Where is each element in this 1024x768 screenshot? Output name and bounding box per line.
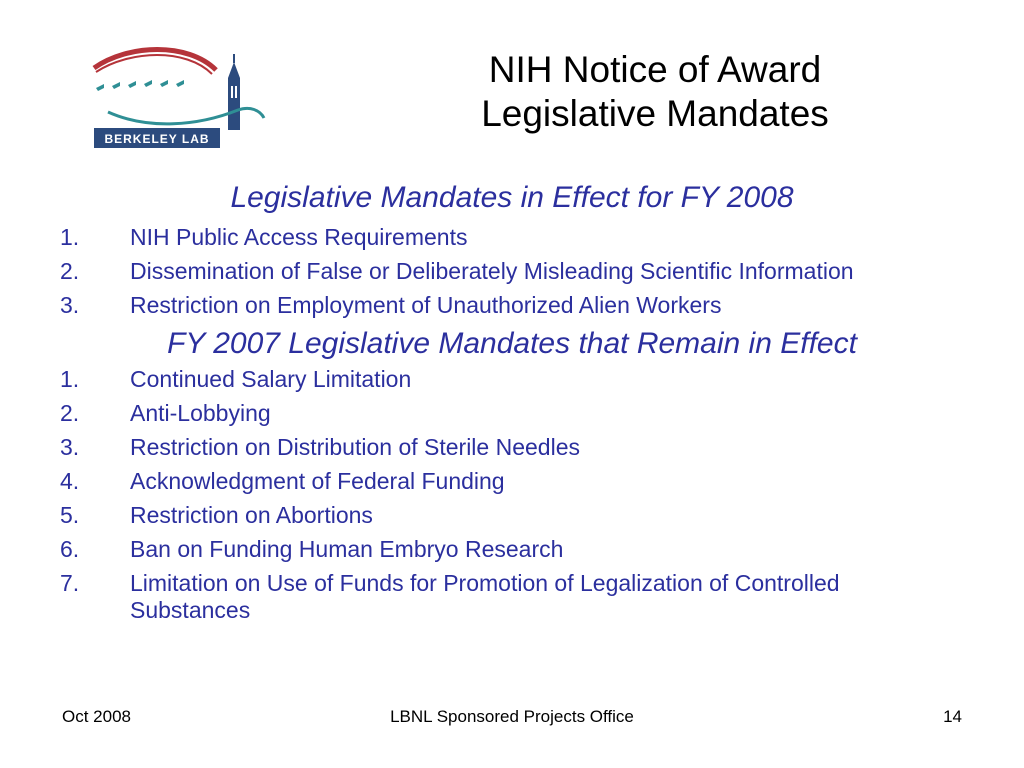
slide-body xyxy=(0,178,1024,631)
item-number: 3. xyxy=(60,292,80,318)
list-item xyxy=(0,536,1024,563)
berkeley-lab-logo-icon xyxy=(88,40,268,152)
item-text: Dissemination of False or Deliberately Misleading Scientific Information xyxy=(130,258,854,284)
list-item xyxy=(0,366,1024,393)
list-item xyxy=(0,400,1024,427)
list-item xyxy=(0,258,1024,285)
item-number: 1. xyxy=(60,224,80,250)
footer-office: LBNL Sponsored Projects Office xyxy=(390,707,634,726)
footer-date: Oct 2008 xyxy=(62,707,131,726)
mandates-list-fy2008 xyxy=(0,224,1024,319)
item-text: NIH Public Access Requirements xyxy=(130,224,468,250)
item-number: 4. xyxy=(60,468,80,494)
section-heading-fy2008: Legislative Mandates in Effect for FY 2008 xyxy=(230,181,794,214)
item-number: 2. xyxy=(60,400,80,426)
list-item xyxy=(0,434,1024,461)
item-number: 7. xyxy=(60,570,80,596)
item-number: 5. xyxy=(60,502,80,528)
item-number: 1. xyxy=(60,366,80,392)
mandates-list-fy2007 xyxy=(0,366,1024,624)
item-text: Restriction on Employment of Unauthorized Alien Workers xyxy=(130,292,722,318)
item-text: Restriction on Abortions xyxy=(130,502,373,528)
item-number: 6. xyxy=(60,536,80,562)
item-text: Ban on Funding Human Embryo Research xyxy=(130,536,564,562)
list-item xyxy=(0,292,1024,319)
slide-title-line1: NIH Notice of Award xyxy=(488,49,822,90)
item-number: 3. xyxy=(60,434,80,460)
list-item xyxy=(0,570,1024,624)
list-item xyxy=(0,502,1024,529)
item-number: 2. xyxy=(60,258,80,284)
list-item xyxy=(0,224,1024,251)
item-text: Acknowledgment of Federal Funding xyxy=(130,468,505,494)
list-item xyxy=(0,468,1024,495)
slide-title-line2: Legislative Mandates xyxy=(481,93,829,134)
page-number: 14 xyxy=(943,707,962,726)
logo-text: BERKELEY LAB xyxy=(104,132,210,146)
section-heading-fy2007: FY 2007 Legislative Mandates that Remain in Effect xyxy=(167,327,857,360)
item-text: Limitation on Use of Funds for Promotion of Legalization of Controlled Substances xyxy=(130,570,840,623)
item-text: Continued Salary Limitation xyxy=(130,366,412,392)
slide-title xyxy=(420,48,890,136)
item-text: Restriction on Distribution of Sterile Needles xyxy=(130,434,580,460)
item-text: Anti-Lobbying xyxy=(130,400,271,426)
